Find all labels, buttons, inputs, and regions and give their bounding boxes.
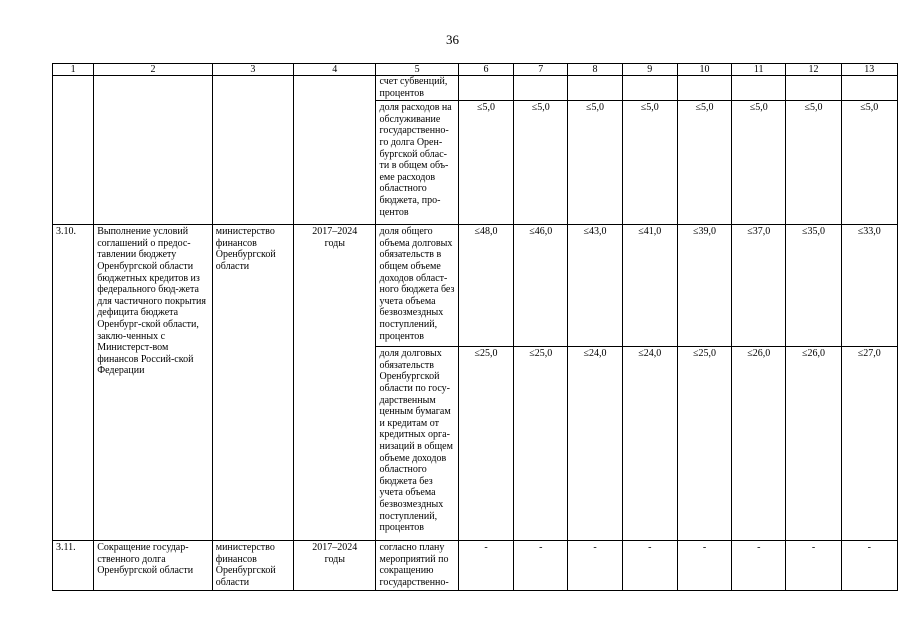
value-cell: [514, 76, 568, 101]
executor-cell: [212, 76, 293, 225]
header-cell: 1: [53, 64, 94, 76]
value-cell: ≤33,0: [841, 225, 897, 347]
value-cell: ≤25,0: [514, 347, 568, 541]
value-cell: ≤26,0: [732, 347, 786, 541]
executor-cell: министерство финансов Оренбургской области: [212, 225, 293, 541]
value-cell: ≤46,0: [514, 225, 568, 347]
value-cell: ≤5,0: [677, 101, 731, 225]
indicator-cell: счет субвенций, процентов: [376, 76, 458, 101]
value-cell: ≤26,0: [786, 347, 841, 541]
value-cell: -: [677, 541, 731, 591]
value-cell: -: [732, 541, 786, 591]
indicator-cell: доля долговых обязательств Оренбургской области по госу-дарственным ценным бумагам и кредитам от кредитных орга-низаций в общем объеме доходов областного бюджета без учета объема безвозмездных поступлений, процентов: [376, 347, 458, 541]
value-cell: [458, 76, 513, 101]
num-cell: [53, 76, 94, 225]
value-cell: [841, 76, 897, 101]
value-cell: ≤27,0: [841, 347, 897, 541]
value-cell: -: [514, 541, 568, 591]
value-cell: ≤24,0: [622, 347, 677, 541]
value-cell: ≤5,0: [458, 101, 513, 225]
value-cell: -: [622, 541, 677, 591]
header-cell: 3: [212, 64, 293, 76]
indicator-cell: доля общего объема долговых обязательств в общем объеме доходов област-ного бюджета без учета объема безвозмездных поступлений, процентов: [376, 225, 458, 347]
header-cell: 6: [458, 64, 513, 76]
value-cell: [732, 76, 786, 101]
value-cell: ≤24,0: [568, 347, 622, 541]
period-cell: [294, 76, 376, 225]
value-cell: ≤37,0: [732, 225, 786, 347]
period-cell: 2017–2024 годы: [294, 225, 376, 541]
name-cell: Выполнение условий соглашений о предос-тавлении бюджету Оренбургской области бюджетных кредитов из федерального бюд-жета для частичного покрытия дефицита бюджета Оренбург-ской области, заклю-ченных с Министерст-вом финансов Россий-ской Федерации: [94, 225, 213, 541]
num-cell: 3.11.: [53, 541, 94, 591]
value-cell: ≤5,0: [568, 101, 622, 225]
value-cell: ≤41,0: [622, 225, 677, 347]
header-cell: 13: [841, 64, 897, 76]
table-row: [53, 225, 898, 347]
value-cell: ≤5,0: [786, 101, 841, 225]
value-cell: [622, 76, 677, 101]
header-cell: 4: [294, 64, 376, 76]
num-cell: 3.10.: [53, 225, 94, 541]
value-cell: ≤35,0: [786, 225, 841, 347]
table-row: [53, 541, 898, 591]
value-cell: ≤39,0: [677, 225, 731, 347]
name-cell: [94, 76, 213, 225]
header-cell: 2: [94, 64, 213, 76]
value-cell: ≤5,0: [514, 101, 568, 225]
value-cell: ≤5,0: [841, 101, 897, 225]
value-cell: [786, 76, 841, 101]
header-cell: 7: [514, 64, 568, 76]
value-cell: ≤5,0: [622, 101, 677, 225]
value-cell: -: [568, 541, 622, 591]
value-cell: ≤43,0: [568, 225, 622, 347]
period-cell: 2017–2024 годы: [294, 541, 376, 591]
value-cell: -: [841, 541, 897, 591]
header-cell: 11: [732, 64, 786, 76]
value-cell: [568, 76, 622, 101]
name-cell: Сокращение государ-ственного долга Оренбургской области: [94, 541, 213, 591]
value-cell: [677, 76, 731, 101]
value-cell: ≤48,0: [458, 225, 513, 347]
header-row: [53, 64, 898, 76]
value-cell: -: [458, 541, 513, 591]
indicator-cell: согласно плану мероприятий по сокращению государственно-: [376, 541, 458, 591]
header-cell: 9: [622, 64, 677, 76]
header-cell: 10: [677, 64, 731, 76]
page-number: 36: [446, 32, 459, 47]
value-cell: -: [786, 541, 841, 591]
table-row: [53, 76, 898, 101]
indicators-table: [52, 63, 898, 591]
indicator-cell: доля расходов на обслуживание государственно-го долга Орен-бургской облас-ти в общем объ-еме расходов областного бюджета, про-центов: [376, 101, 458, 225]
executor-cell: министерство финансов Оренбургской области: [212, 541, 293, 591]
header-cell: 12: [786, 64, 841, 76]
header-cell: 5: [376, 64, 458, 76]
header-cell: 8: [568, 64, 622, 76]
value-cell: ≤25,0: [458, 347, 513, 541]
value-cell: ≤5,0: [732, 101, 786, 225]
value-cell: ≤25,0: [677, 347, 731, 541]
